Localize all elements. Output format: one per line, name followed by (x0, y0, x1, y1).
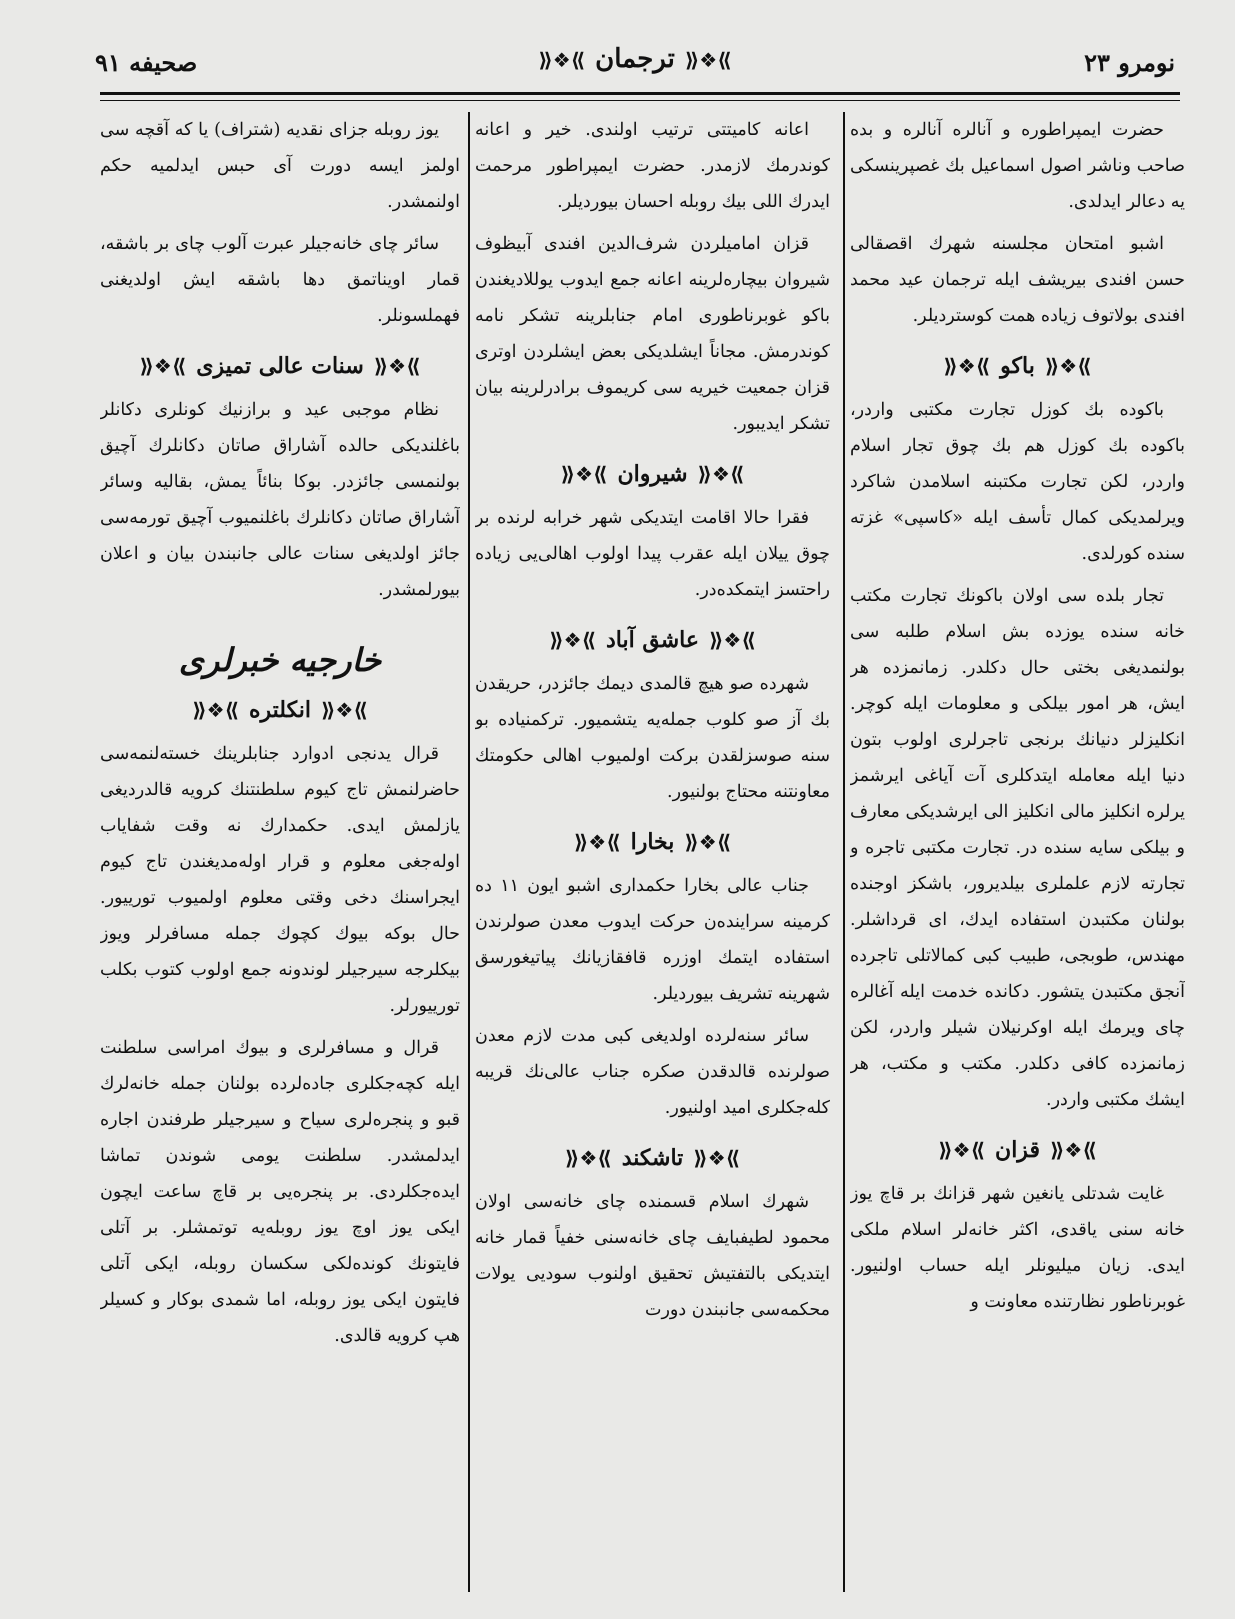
article-paragraph: سائر چای خانه‌جیلر عبرت آلوب چای بر باشقه، قمار اویناتمق دها باشقه ایش اولدیغنی فهملسونلر. (100, 234, 460, 326)
ornament-icon: ⟫❖⟪ (564, 1146, 612, 1170)
section-heading-bukhara: ⟫❖⟪بخارا⟫❖⟪ (475, 824, 830, 860)
article-paragraph: فقرا حالا اقامت ایتدیکی شهر خرابه لرنده بر چوق ییلان ایله عقرب پیدا اولوب اهالی‌یی زیاده راحتسز ایتمکده‌در. (475, 508, 830, 600)
header-rule-thin (100, 100, 1180, 101)
ornament-icon: ⟫❖⟪ (943, 354, 991, 378)
ornament-icon: ⟫❖⟪ (560, 462, 608, 486)
masthead-title-text: ترجمان (595, 44, 675, 74)
ornament-icon: ⟫❖⟪ (538, 48, 586, 72)
ornament-icon: ⟫❖⟪ (1044, 354, 1092, 378)
article-paragraph: قرال و مسافرلری و بیوك امراسی سلطنت ایله کچه‌جکلری جاده‌لرده بولنان جمله خانه‌لرك قبو و پنجره‌لری سیاح و سیرجیلر طرفندن اجاره ایدلمشدر. سلطنت یومی شوندن تماشا ایده‌جکلردی. بر پنجره‌یی بر قاچ ساعت ایچون ایکی یوز اوچ یوز روبله‌یه توتمشلر. بر آتلی فایتونك کونده‌لکی سکسان روبله، ایکی آتلی فایتون ایکی یوز روبله، اما شمدی بوکار و کسیلر هپ کرویه قالدی. (100, 1038, 460, 1346)
article-paragraph: شهرك اسلام قسمنده چای خانه‌سی اولان محمود لطیفبایف چای خانه‌سنی خفیاً قمار خانه ایتدیکی بالتفتیش تحقیق اولنوب سودیی یولات محکمه‌سی جانبندن دورت (475, 1192, 830, 1320)
article-paragraph: یوز روبله جزای نقدیه (شتراف) یا که آقچه سی اولمز ایسه دورت آی حبس ایدلمیه حکم اولنمشدر. (100, 120, 460, 212)
ornament-icon: ⟫❖⟪ (192, 698, 239, 722)
article-paragraph: غایت شدتلی یانغین شهر قزانك بر قاچ یوز خانه سنی یاقدی، اکثر خانه‌لر اسلام ملکی ایدی. زیان میلیونلر ایله حساب اولنیور. غوبرناطور نظارتنده معاونت و (850, 1184, 1185, 1312)
section-heading-foreign-news: خارجیه خبرلری (178, 641, 382, 679)
article-paragraph: باکوده بك کوزل تجارت مکتبی واردر، باکوده بك کوزل هم بك چوق تجار اسلام واردر، لکن تجارت مکتبنه اسلامدن شاکرد ویرلمدیکی کمال تأسف ایله «کاسپی» غزته سنده کورلدی. (850, 400, 1185, 564)
page-header (95, 40, 1175, 90)
section-heading-england: ⟫❖⟪انکلتره⟫❖⟪ (100, 692, 460, 728)
article-paragraph: حضرت ایمپراطوره و آنالره آنالره و بده صاحب وناشر اصول اسماعیل بك غصپرینسکی یه دعالر ایدلدی. (850, 120, 1185, 212)
header-rule-thick (100, 92, 1180, 95)
column-divider (468, 112, 470, 1592)
article-paragraph: اعانه کامیتتی ترتیب اولندی. خیر و اعانه کوندرمك لازمدر. حضرت ایمپراطور مرحمت ایدرك اللی بیك روبله احسان بیوردیلر. (475, 120, 830, 212)
ornament-icon: ⟫❖⟪ (709, 628, 756, 652)
article-paragraph: تجار بلده سی اولان باکونك تجارت مکتب خانه سنده یوزده بش اسلام طلبه سی بولنمدیغی بختی حال دکلدر. زمانمزده هر ایش، هر امور بیلکی و معلومات ایله کوچر. انکلیزلر دنیانك برنجی تاجرلری اولوب بتون دنیا ایله معامله ایتدکلری آت آیاغی ایرشمز یرلره انکلیز مالی انکلیز الی ایرشدیکی معارف و بیلکی سایه سنده در. تجارت مکتبی تاجره و تجارته لازم علملری بیلدیرور، باشکز اوجنده بولنان مکتبدن استفاده ایدك، ای قرداشلر. مهندس، طوبجی، طبیب کبی کمالاتلی تاجرده آنجق مکتبدن یتشور. دکانده خدمت ایله آغالره چای ویرمك ایله اوکرنیلان شیلر واردر، لکن زمانمزده کافی دکلدر. مکتب و مکتب، هر ایشك مکتبی واردر. (850, 586, 1185, 1110)
article-paragraph: شهرده صو هیچ قالمدی دیمك جائزدر، حریقدن بك آز صو کلوب جمله‌یه یتشمیور. ترکمنیاده بو سنه صوسزلقدن برکت اولمیوب اهالی حکومتك معاونتنه محتاج بولنیور. (475, 674, 830, 802)
masthead-title (528, 44, 741, 74)
ornament-icon: ⟫❖⟪ (549, 628, 596, 652)
section-heading-ashgabat: ⟫❖⟪عاشق آباد⟫❖⟪ (475, 622, 830, 658)
section-heading-kazan: ⟫❖⟪قزان⟫❖⟪ (850, 1132, 1185, 1168)
article-paragraph: اشبو امتحان مجلسنه شهرك اقصقالی حسن افندی بیریشف ایله ترجمان عید محمد افندی بولاتوف زیاده همت کوستردیلر. (850, 234, 1185, 326)
ornament-icon: ⟫❖⟪ (697, 462, 745, 486)
ornament-icon: ⟫❖⟪ (1049, 1138, 1097, 1162)
section-heading-tashkent: ⟫❖⟪تاشکند⟫❖⟪ (475, 1140, 830, 1176)
section-heading-baku: ⟫❖⟪باکو⟫❖⟪ (850, 348, 1185, 384)
right-column (850, 112, 1185, 1592)
ornament-icon: ⟫❖⟪ (320, 698, 368, 722)
ornament-icon: ⟫❖⟪ (684, 48, 732, 72)
issue-number: نومرو ۲۳ (1084, 48, 1175, 77)
left-column (100, 112, 460, 1592)
page-number: صحیفه ۹۱ (95, 48, 198, 77)
ornament-icon: ⟫❖⟪ (573, 830, 621, 854)
ornament-icon: ⟫❖⟪ (693, 1146, 741, 1170)
article-paragraph: جناب عالی بخارا حکمداری اشبو ایون ۱۱ ده کرمینه سراینده‌ن حرکت ایدوب معدن صولرندن استفاده ایتمك اوزره قافقازیانك پیاتیغورسق شهرینه تشریف بیوردیلر. (475, 876, 830, 1004)
article-paragraph: نظام موجبی عید و برازنیك کونلری دکانلر باغلندیکی حالده آشاراق صاتان دکانلرك آچیق بولنمسی جائزدر. بوکا بنائاً یمش، بقالیه وسائر آشاراق صاتان دکانلرك باغلنمیوب آچیق تورمه‌سی جائز اولدیغی سنات عالی جانبندن بیان و اعلان بیورلمشدر. (100, 400, 460, 600)
ornament-icon: ⟫❖⟪ (938, 1138, 986, 1162)
middle-column (475, 112, 830, 1592)
article-paragraph: قزان امامیلردن شرف‌الدین افندی آبیظوف شیروان بیچاره‌لرینه اعانه جمع ایدوب یوللادیغندن باکو غوبرناطوری امام جنابلرینه تشکر نامه کوندرمش. مجاناً ایشلدیکی بعض ایشلردن اوتری قزان جمعیت خیریه سی کریموف برادرلرینه بیان تشکر ایدیبور. (475, 234, 830, 434)
section-heading-shirvan: ⟫❖⟪شیروان⟫❖⟪ (475, 456, 830, 492)
ornament-icon: ⟫❖⟪ (684, 830, 732, 854)
article-paragraph: سائر سنه‌لرده اولدیغی کبی مدت لازم معدن صولرنده قالدقدن صکره جناب عالی‌نك قریبه کله‌جکلری امید اولنیور. (475, 1026, 830, 1118)
section-heading-senate: ⟫❖⟪سنات عالی تمیزی⟫❖⟪ (100, 348, 460, 384)
column-divider (843, 112, 845, 1592)
ornament-icon: ⟫❖⟪ (139, 354, 187, 378)
ornament-icon: ⟫❖⟪ (373, 354, 421, 378)
article-paragraph: قرال یدنجی ادوارد جنابلرینك خسته‌لنمه‌سی حاضرلنمش تاج کیوم سلطنتنك کرویه قالدردیغی یازلمش ایدی. حکمدارك نه وقت شفایاب اوله‌جغی معلوم و قرار اوله‌مدیغندن تاج کیوم ایجراسنك دخی وقتی معلوم اولمیوب تورییور. حال بوکه بیوك کچوك جمله مسافرلر ویوز بیکلرجه سیرجیلر لوندونه جمع اولوب کتوب بکلب تورییورلر. (100, 744, 460, 1016)
